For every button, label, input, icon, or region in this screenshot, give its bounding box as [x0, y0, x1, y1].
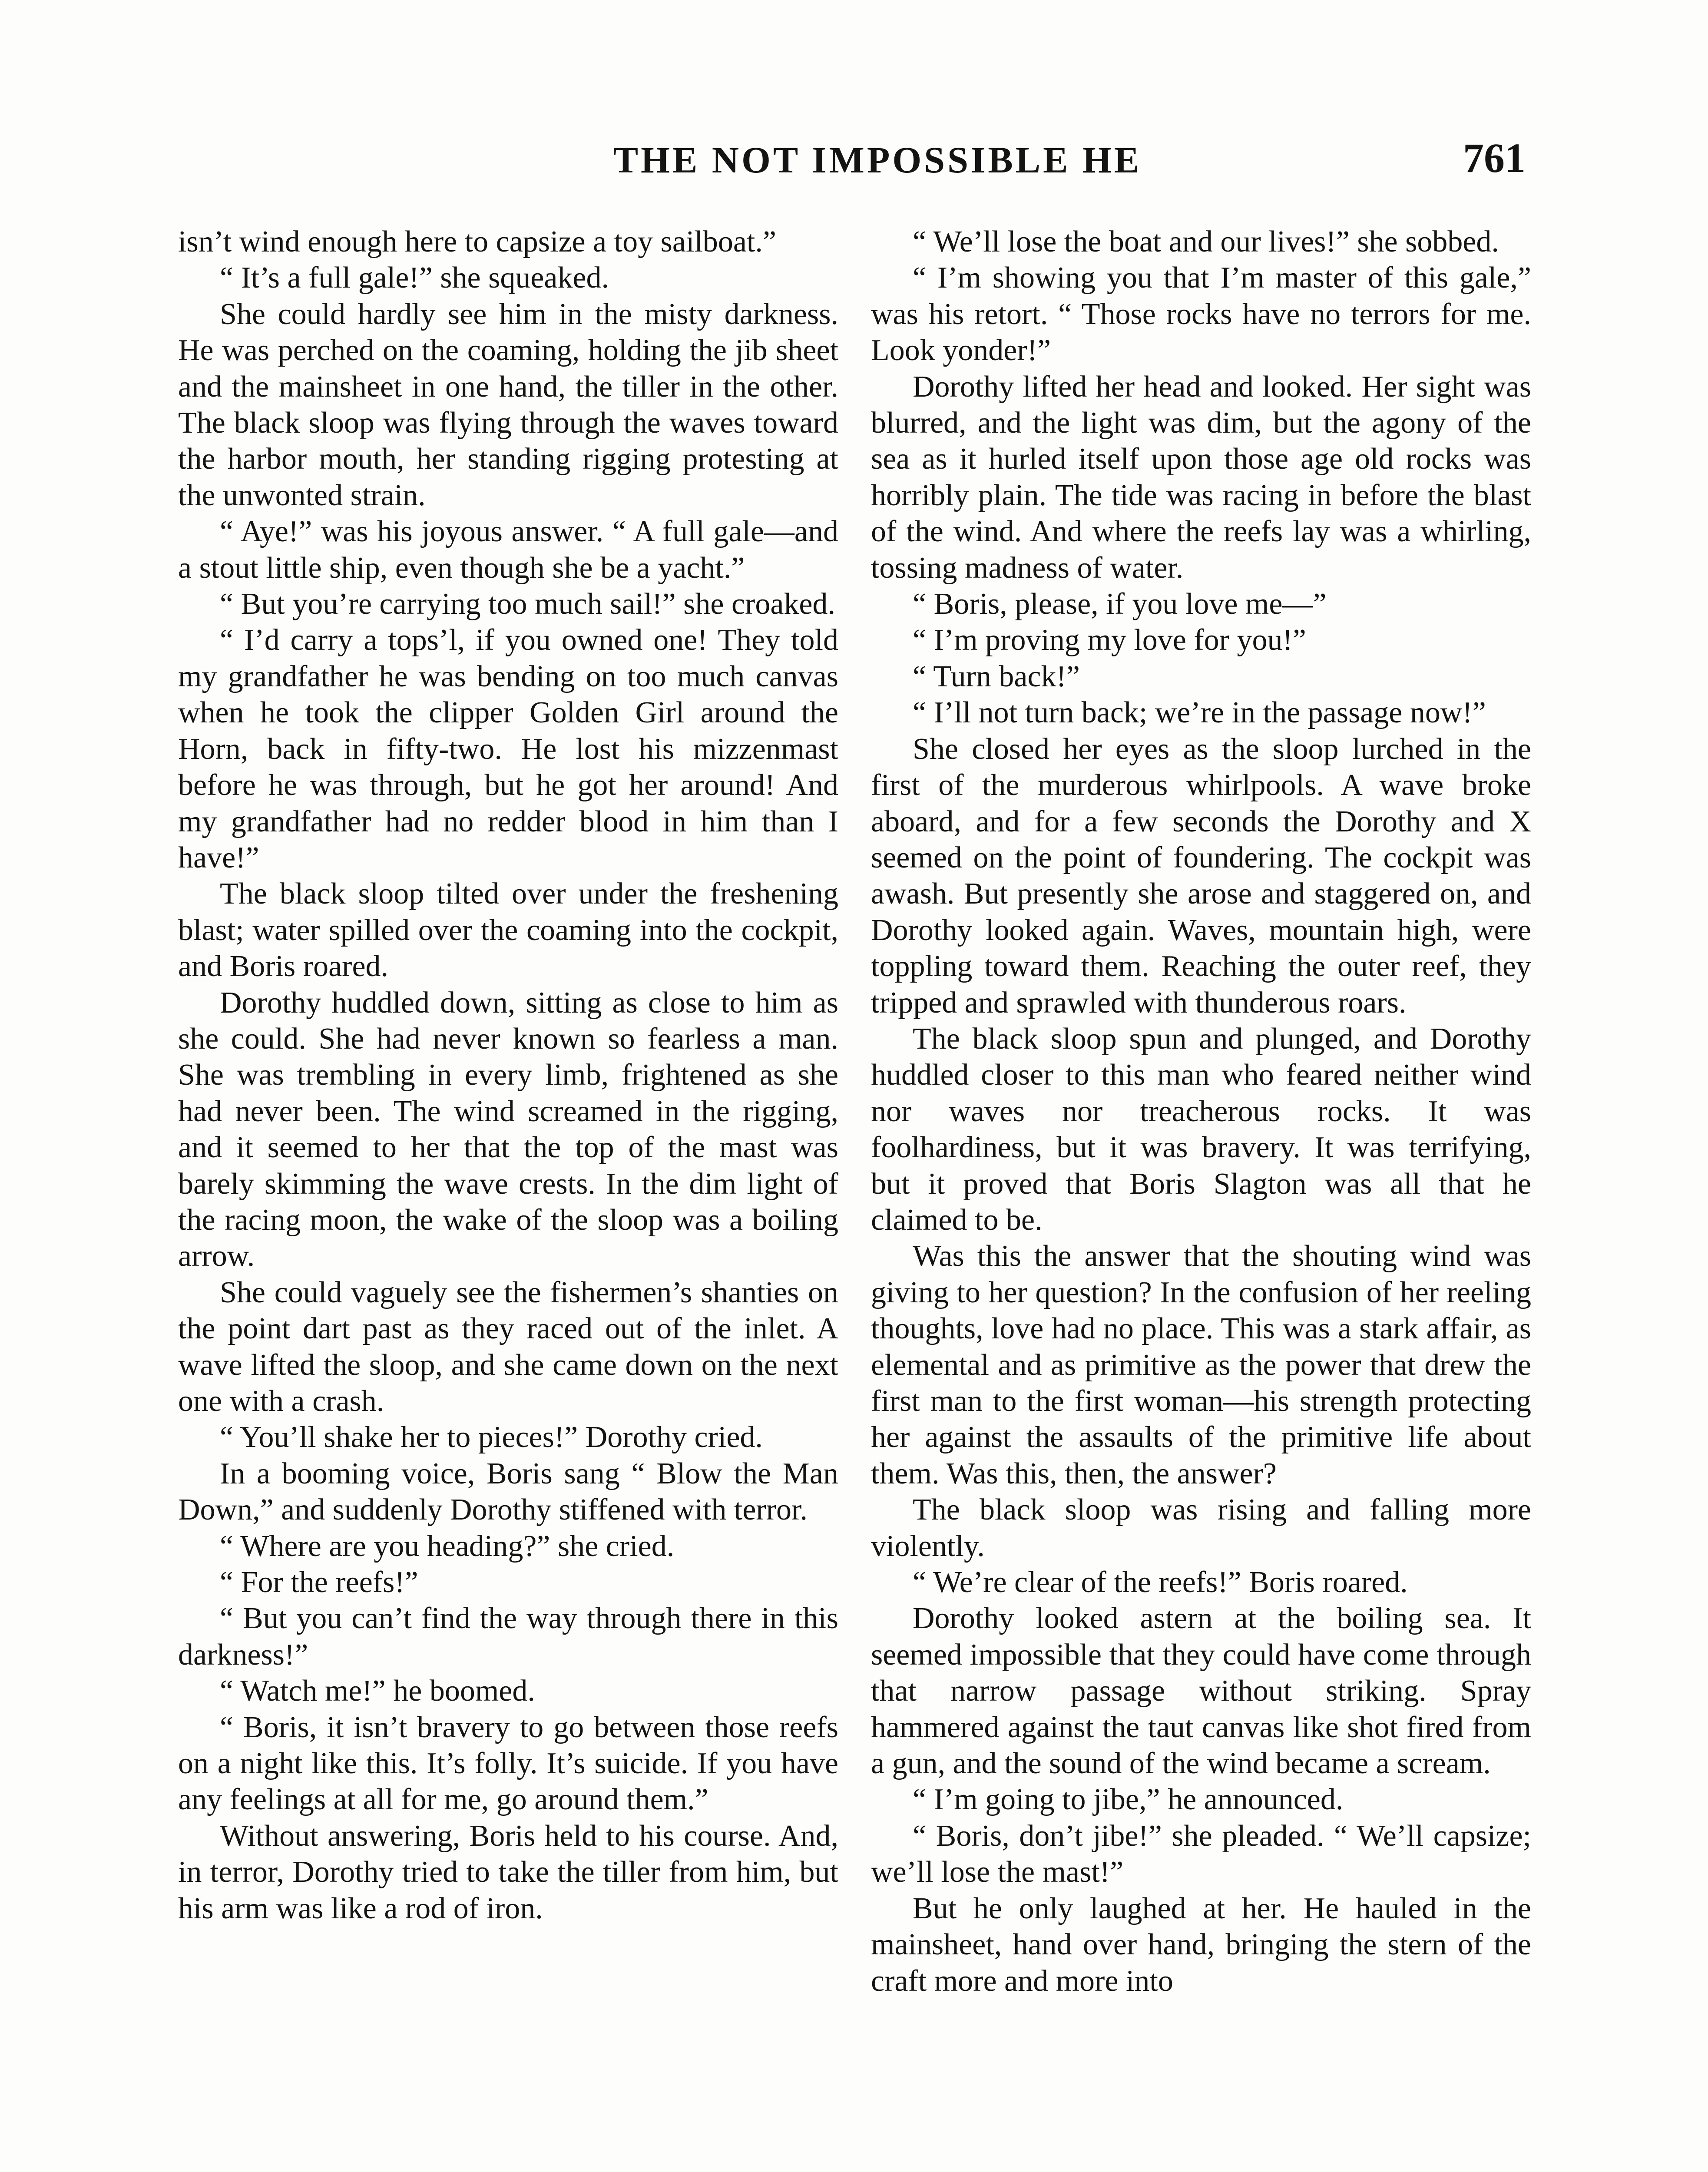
paragraph: Dorothy lifted her head and looked. Her sight was blurred, and the light was dim, but the agony of the sea as it hurled itself upon those age old rocks was horribly plain. The tide was racing in before the blast of the wind. And where the reefs lay was a whirling, tossing madness of water.: [871, 370, 1531, 585]
paragraph: Dorothy looked astern at the boiling sea. It seemed impossible that they could have come through that narrow passage without striking. Spray hammered against the taut canvas like shot fired from a gun, and the sound of the wind became a scream.: [871, 1602, 1531, 1781]
running-title: THE NOT IMPOSSIBLE HE: [613, 139, 1142, 181]
left-column: [178, 224, 838, 1927]
right-column: [871, 224, 1531, 1999]
paragraph: “ I’m proving my love for you!”: [913, 623, 1306, 657]
paragraph: “ I’m going to jibe,” he announced.: [913, 1783, 1344, 1817]
page-number: 761: [1463, 135, 1526, 181]
paragraph: “ I’d carry a tops’l, if you owned one! They told my grandfather he was bending on too much canvas when he took the clipper Golden Girl around the Horn, back in fifty-two. He lost his mizzenmast before he was through, but he got her around! And my grandfather had no redder blood in him than I have!”: [178, 623, 838, 874]
paragraph: “ Boris, don’t jibe!” she pleaded. “ We’ll capsize; we’ll lose the mast!”: [871, 1819, 1531, 1889]
paragraph: “ Boris, please, if you love me—”: [913, 587, 1327, 621]
paragraph: “ Watch me!” he boomed.: [220, 1674, 535, 1708]
paragraph: The black sloop tilted over under the freshening blast; water spilled over the coaming into the cockpit, and Boris roared.: [178, 877, 838, 983]
paragraph: “ You’ll shake her to pieces!” Dorothy cried.: [220, 1420, 763, 1454]
paragraph: She closed her eyes as the sloop lurched in the first of the murderous whirlpools. A wave broke aboard, and for a few seconds the Dorothy and X seemed on the point of foundering. The cockpit was awash. But presently she arose and staggered on, and Dorothy looked again. Waves, mountain high, were toppling toward them. Reaching the outer reef, they tripped and sprawled with thunderous roars.: [871, 732, 1531, 1020]
paragraph: “ Turn back!”: [913, 659, 1080, 693]
paragraph: Was this the answer that the shouting wind was giving to her question? In the confusion of her reeling thoughts, love had no place. This was a stark affair, as elemental and as primitive as the power that drew the first man to the first woman—his strength protecting her against the assaults of the primitive life about them. Was this, then, the answer?: [871, 1239, 1531, 1490]
paragraph: The black sloop spun and plunged, and Dorothy huddled closer to this man who feared neither wind nor waves nor treacherous rocks. It was foolhardiness, but it was bravery. It was terrifying, but it proved that Boris Slagton was all that he claimed to be.: [871, 1022, 1531, 1237]
paragraph: “ I’ll not turn back; we’re in the passage now!”: [913, 696, 1486, 730]
paragraph: In a booming voice, Boris sang “ Blow the Man Down,” and suddenly Dorothy stiffened with terror.: [178, 1457, 838, 1527]
paragraph: “ I’m showing you that I’m master of this gale,” was his retort. “ Those rocks have no terrors for me. Look yonder!”: [871, 261, 1531, 368]
paragraph: She could hardly see him in the misty darkness. He was perched on the coaming, holding the jib sheet and the mainsheet in one hand, the tiller in the other. The black sloop was flying through the waves toward the harbor mouth, her standing rigging protesting at the unwonted strain.: [178, 297, 838, 512]
paragraph: “ Aye!” was his joyous answer. “ A full gale—and a stout little ship, even though she be a yacht.”: [178, 515, 838, 585]
paragraph: “ It’s a full gale!” she squeaked.: [220, 261, 609, 295]
paragraph: “ We’re clear of the reefs!” Boris roared.: [913, 1566, 1408, 1599]
paragraph: “ But you’re carrying too much sail!” she croaked.: [220, 587, 835, 621]
paragraph: “ Where are you heading?” she cried.: [220, 1529, 675, 1563]
paragraph: The black sloop was rising and falling more violently.: [871, 1493, 1531, 1563]
paragraph: “ But you can’t find the way through there in this darkness!”: [178, 1602, 838, 1672]
paragraph: She could vaguely see the fishermen’s shanties on the point dart past as they raced out of the inlet. A wave lifted the sloop, and she came down on the next one with a crash.: [178, 1275, 838, 1418]
paragraph: “ Boris, it isn’t bravery to go between those reefs on a night like this. It’s folly. It’s suicide. If you have any feelings at all for me, go around them.”: [178, 1710, 838, 1817]
paragraph: “ For the reefs!”: [220, 1566, 418, 1599]
paragraph: Dorothy huddled down, sitting as close to him as she could. She had never known so fearless a man. She was trembling in every limb, frightened as she had never been. The wind screamed in the rigging, and it seemed to her that the top of the mast was barely skimming the wave crests. In the dim light of the racing moon, the wake of the sloop was a boiling arrow.: [178, 986, 838, 1273]
paragraph: “ We’ll lose the boat and our lives!” she sobbed.: [913, 225, 1499, 258]
paragraph: isn’t wind enough here to capsize a toy sailboat.”: [178, 225, 776, 258]
paragraph: Without answering, Boris held to his course. And, in terror, Dorothy tried to take the tiller from him, but his arm was like a rod of iron.: [178, 1819, 838, 1925]
paragraph: But he only laughed at her. He hauled in the mainsheet, hand over hand, bringing the stern of the craft more and more into: [871, 1891, 1531, 1998]
